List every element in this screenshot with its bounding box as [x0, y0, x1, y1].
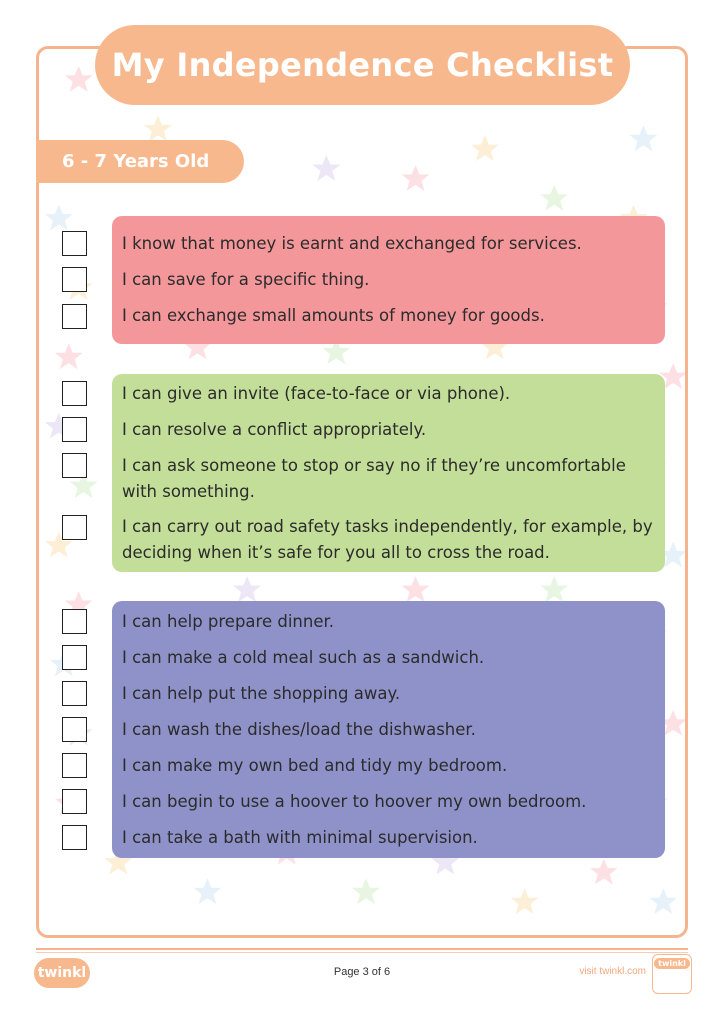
- visit-link[interactable]: visit twinkl.com: [579, 966, 646, 977]
- checklist-item: I can carry out road safety tasks independently, for example, by deciding when it’s safe for you all to cross the road.: [122, 517, 653, 562]
- checkbox[interactable]: [62, 231, 87, 256]
- checkbox[interactable]: [62, 304, 87, 329]
- checkbox[interactable]: [62, 825, 87, 850]
- checkbox[interactable]: [62, 417, 87, 442]
- footer-divider-thin: [36, 952, 688, 953]
- checklist-item: I can help prepare dinner.: [122, 612, 334, 631]
- checkbox[interactable]: [62, 515, 87, 540]
- checklist-item: I can help put the shopping away.: [122, 684, 401, 703]
- checkbox[interactable]: [62, 645, 87, 670]
- checkbox[interactable]: [62, 789, 87, 814]
- checkbox[interactable]: [62, 267, 87, 292]
- page-title: My Independence Checklist: [95, 25, 630, 105]
- footer-divider: [36, 948, 688, 950]
- twinkl-logo[interactable]: twinkl: [34, 958, 90, 988]
- badge-label: twinkl: [654, 958, 690, 969]
- checklist-item: I can exchange small amounts of money for goods.: [122, 306, 545, 325]
- age-group-label: 6 - 7 Years Old: [36, 140, 244, 183]
- quality-badge-icon: [652, 954, 692, 994]
- page-number: Page 3 of 6: [333, 966, 391, 978]
- checklist-item: I can resolve a conflict appropriately.: [122, 420, 427, 439]
- checklist-item: I can save for a specific thing.: [122, 270, 370, 289]
- checklist-item: I can begin to use a hoover to hoover my own bedroom.: [122, 792, 587, 811]
- checklist-item: I know that money is earnt and exchanged for services.: [122, 234, 582, 253]
- checkbox[interactable]: [62, 717, 87, 742]
- checkbox[interactable]: [62, 453, 87, 478]
- checklist-item: I can make a cold meal such as a sandwich.: [122, 648, 485, 667]
- checkbox[interactable]: [62, 753, 87, 778]
- checklist-item: I can ask someone to stop or say no if they’re uncomfortable with something.: [122, 456, 626, 501]
- checklist-item: I can wash the dishes/load the dishwasher.: [122, 720, 476, 739]
- checklist-item: I can give an invite (face-to-face or via phone).: [122, 384, 511, 403]
- checkbox[interactable]: [62, 681, 87, 706]
- checklist-item: I can take a bath with minimal supervision.: [122, 828, 478, 847]
- checkbox[interactable]: [62, 609, 87, 634]
- checkbox[interactable]: [62, 381, 87, 406]
- checklist-item: I can make my own bed and tidy my bedroom.: [122, 756, 508, 775]
